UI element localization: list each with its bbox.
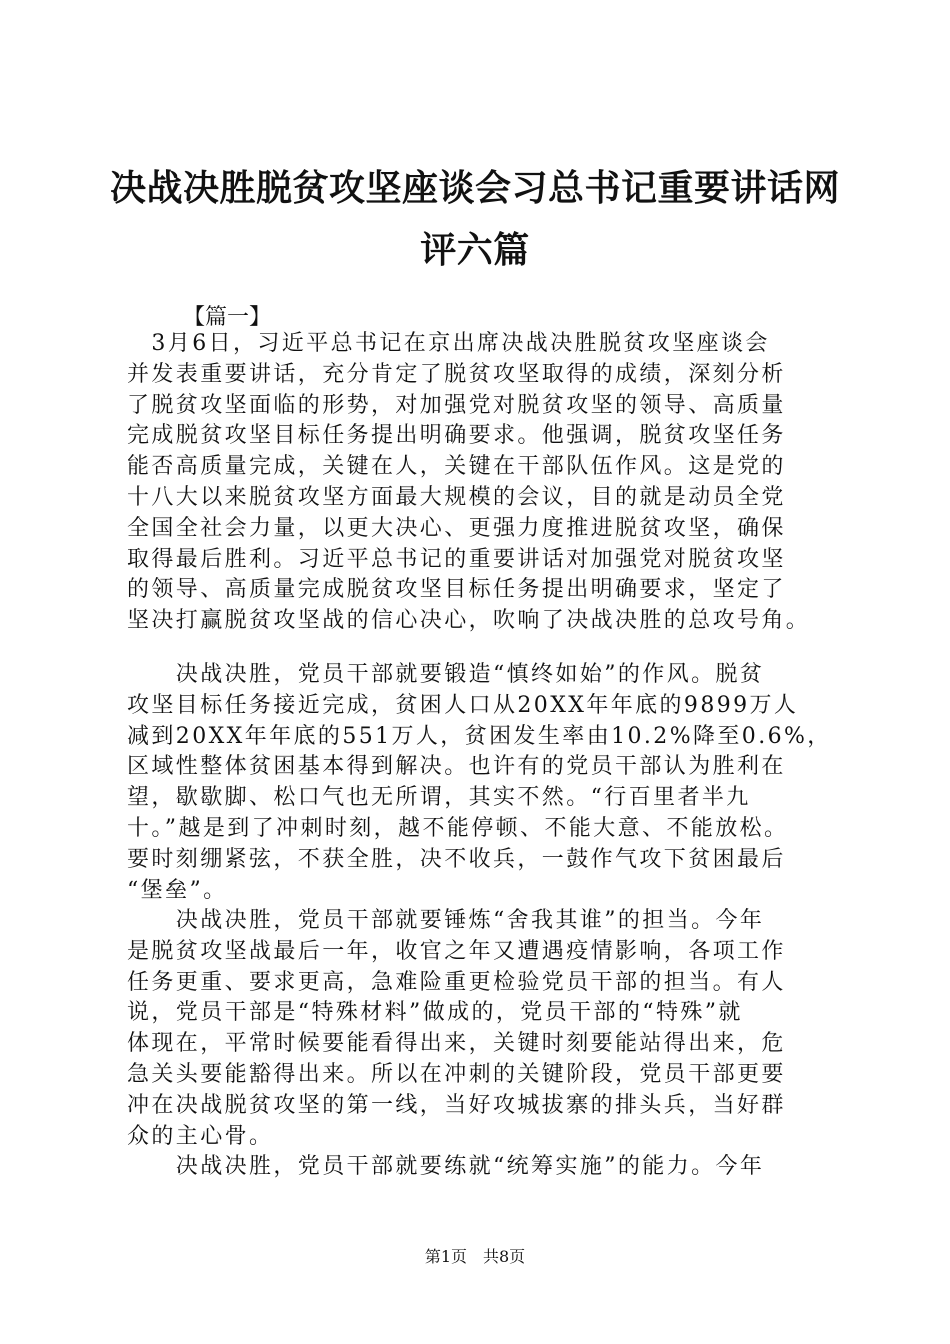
section-label: 【篇一】 <box>183 305 272 330</box>
body-text-line: 要时刻绷紧弦，不获全胜，决不收兵，一鼓作气攻下贫困最后 <box>127 846 786 872</box>
body-text-line: 区域性整体贫困基本得到解决。也许有的党员干部认为胜利在 <box>127 754 786 780</box>
body-text-line: 减到20XX年年底的551万人，贫困发生率由10.2%降至0.6%， <box>127 723 832 749</box>
document-title-line-1: 决战决胜脱贫攻坚座谈会习总书记重要讲话网 <box>109 167 840 209</box>
body-text-line: 3月6日，习近平总书记在京出席决战决胜脱贫攻坚座谈会 <box>127 331 770 356</box>
body-text-line: 体现在，平常时候要能看得出来，关键时刻要能站得出来，危 <box>127 1031 786 1057</box>
body-text-line: 任务更重、要求更高，急难险重更检验党员干部的担当。有人 <box>127 969 786 995</box>
body-text-line: 坚决打赢脱贫攻坚战的信心决心，吹响了决战决胜的总攻号角。 <box>127 608 811 634</box>
body-text-line: 能否高质量完成，关键在人，关键在干部队伍作风。这是党的 <box>127 454 786 480</box>
body-text-line: 十。”越是到了冲刺时刻，越不能停顿、不能大意、不能放松。 <box>127 816 789 841</box>
body-text-line: 全国全社会力量，以更大决心、更强力度推进脱贫攻坚，确保 <box>127 515 786 541</box>
body-text-line: “堡垒”。 <box>127 877 228 903</box>
body-text-line: 说，党员干部是“特殊材料”做成的，党员干部的“特殊”就 <box>127 1000 743 1026</box>
body-text-line: 急关头要能豁得出来。所以在冲刺的关键阶段，党员干部更要 <box>127 1062 786 1087</box>
body-text-line: 决战决胜，党员干部就要练就“统筹实施”的能力。今年 <box>127 1154 765 1179</box>
body-text-line: 决战决胜，党员干部就要锤炼“舍我其谁”的担当。今年 <box>127 908 765 933</box>
body-text-line: 并发表重要讲话，充分肯定了脱贫攻坚取得的成绩，深刻分析 <box>127 361 786 387</box>
document-title-line-2: 评六篇 <box>420 229 530 271</box>
body-text-line: 的领导、高质量完成脱贫攻坚目标任务提出明确要求，坚定了 <box>127 577 786 603</box>
body-text-line: 取得最后胜利。习近平总书记的重要讲话对加强党对脱贫攻坚 <box>127 546 786 572</box>
body-text-line: 了脱贫攻坚面临的形势，对加强党对脱贫攻坚的领导、高质量 <box>127 392 786 418</box>
body-text-line: 决战决胜，党员干部就要锻造“慎终如始”的作风。脱贫 <box>127 662 765 687</box>
page-footer: 第1页 共8页 <box>424 1247 526 1266</box>
body-text-line: 冲在决战脱贫攻坚的第一线，当好攻城拔寨的排头兵，当好群 <box>127 1092 786 1118</box>
body-text-line: 众的主心骨。 <box>127 1123 274 1149</box>
body-text-line: 攻坚目标任务接近完成，贫困人口从20XX年年底的9899万人 <box>127 692 799 718</box>
body-text-line: 完成脱贫攻坚目标任务提出明确要求。他强调，脱贫攻坚任务 <box>127 423 786 449</box>
body-text-line: 是脱贫攻坚战最后一年，收官之年又遭遇疫情影响，各项工作 <box>127 938 786 964</box>
body-text-line: 十八大以来脱贫攻坚方面最大规模的会议，目的就是动员全党 <box>127 485 786 510</box>
body-text-line: 望，歇歇脚、松口气也无所谓，其实不然。“行百里者半九 <box>127 785 751 811</box>
